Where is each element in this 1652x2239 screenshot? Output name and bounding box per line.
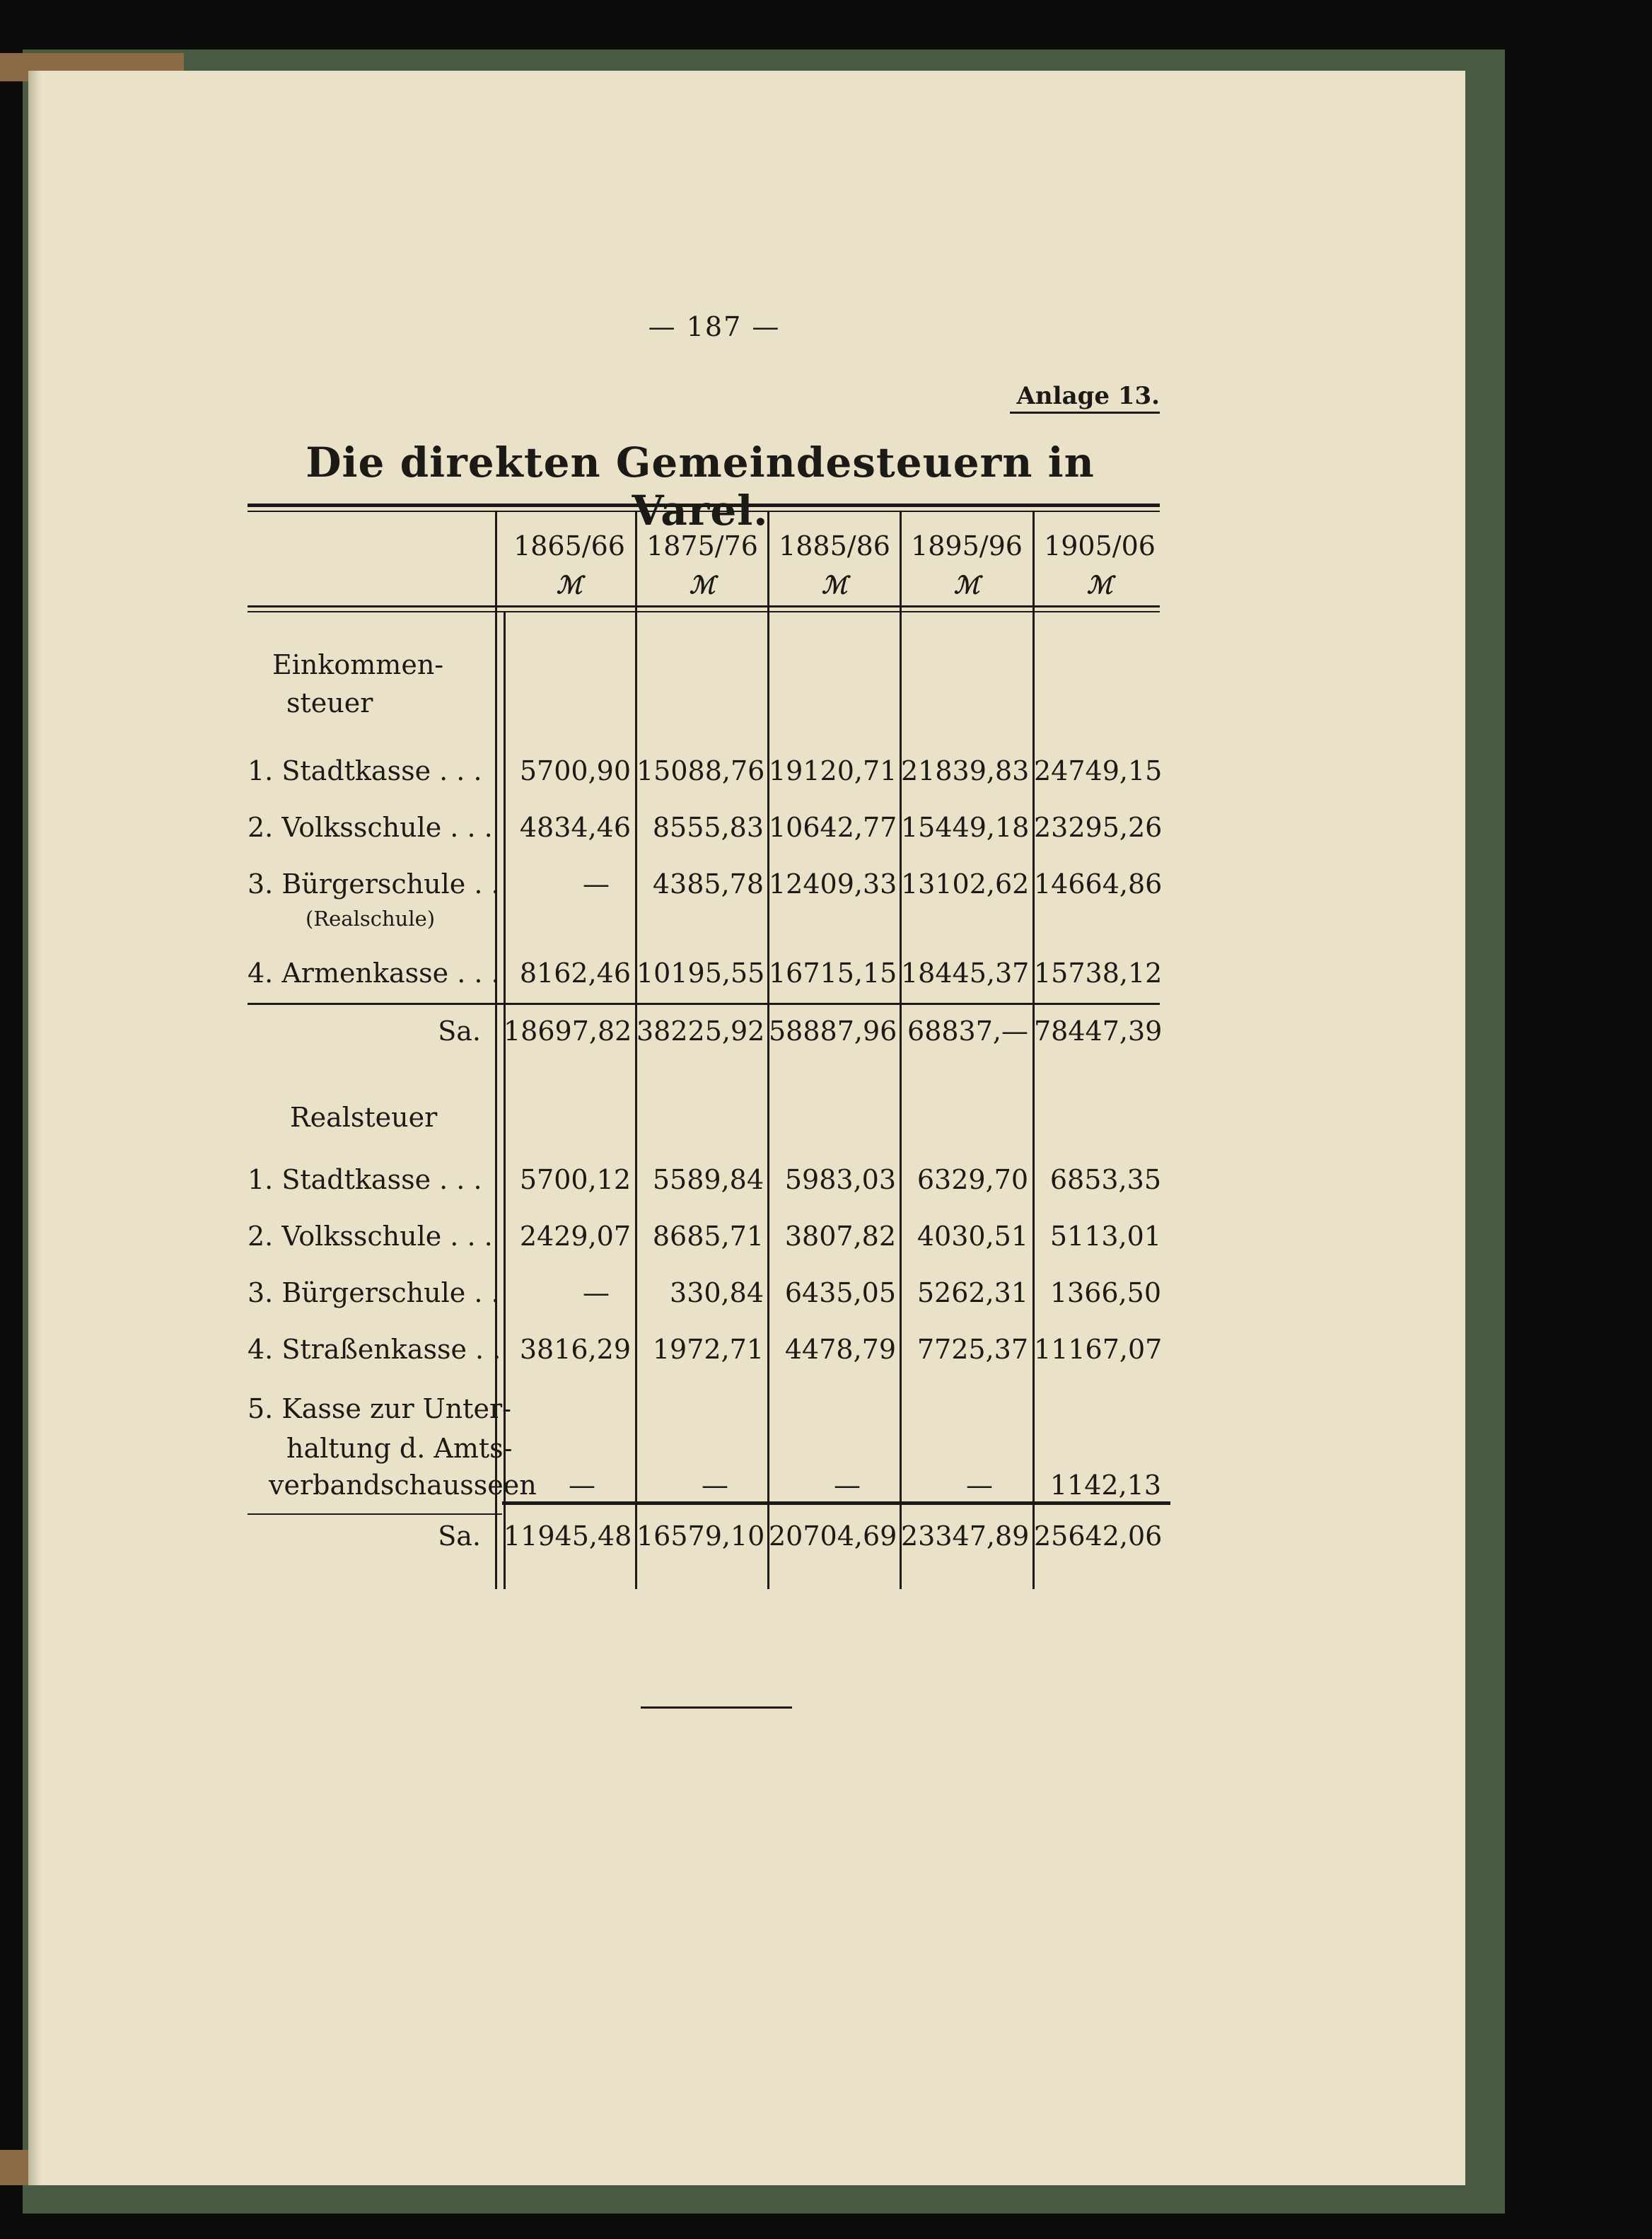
table-cell: 8685,71 (652, 1221, 764, 1252)
table-cell: — (834, 1470, 861, 1501)
row-label: 4. Armenkasse . . . (248, 958, 500, 989)
sum-cell: 25642,06 (1034, 1520, 1163, 1552)
sum-cell: 16579,10 (636, 1520, 765, 1552)
total-rule-left (248, 1513, 502, 1515)
sum-cell: 58887,96 (769, 1016, 897, 1047)
column-divider (900, 511, 902, 1589)
column-header: 1905/06 (1044, 530, 1156, 562)
table-cell: 15088,76 (636, 755, 765, 786)
appendix-underline (1010, 412, 1160, 414)
table-cell: 5113,01 (1049, 1221, 1161, 1252)
sum-cell: 11945,48 (504, 1520, 632, 1552)
table-cell: 24749,15 (1034, 755, 1163, 786)
table-cell: 1142,13 (1049, 1470, 1161, 1501)
row-label: 3. Bürgerschule . . (248, 868, 500, 900)
row-label: 4. Straßenkasse . . (248, 1334, 501, 1365)
table-cell: 23295,26 (1034, 812, 1163, 843)
book-page (28, 71, 1465, 2185)
table-cell: — (583, 1277, 610, 1308)
table-cell: — (702, 1470, 728, 1501)
table-cell: 1972,71 (652, 1334, 764, 1365)
page-gutter-shadow (28, 71, 41, 2185)
table-cell: 11167,07 (1034, 1334, 1163, 1365)
row-label: 3. Bürgerschule . . (248, 1277, 500, 1308)
table-cell: 330,84 (670, 1277, 764, 1308)
unit-mark: ℳ (953, 571, 980, 600)
table-cell: 15449,18 (901, 812, 1030, 843)
table-cell: 4030,51 (917, 1221, 1028, 1252)
section-heading: Einkommen- (272, 649, 444, 680)
table-cell: 21839,83 (901, 755, 1030, 786)
table-cell: 4834,46 (519, 812, 631, 843)
table-cell: 10642,77 (769, 812, 897, 843)
total-rule (502, 1501, 1170, 1505)
column-divider (767, 511, 769, 1589)
table-cell: 6853,35 (1049, 1164, 1161, 1195)
sum-cell: 78447,39 (1034, 1016, 1163, 1047)
document-title: Die direkten Gemeindesteuern in (306, 438, 1095, 487)
table-cell: 5262,31 (917, 1277, 1028, 1308)
column-header: 1895/96 (911, 530, 1023, 562)
table-cell: 19120,71 (769, 755, 897, 786)
appendix-label: Anlage 13. (1016, 382, 1160, 410)
row-label: 2. Volksschule . . . (248, 1221, 493, 1252)
sum-cell: 68837,— (907, 1016, 1028, 1047)
unit-mark: ℳ (689, 571, 716, 600)
unit-mark: ℳ (556, 571, 583, 600)
table-cell: 3807,82 (784, 1221, 896, 1252)
sum-cell: 20704,69 (769, 1520, 897, 1552)
subtotal-rule (248, 1003, 1160, 1005)
row-label: 5. Kasse zur Unter- (248, 1393, 511, 1424)
table-cell: 5700,12 (519, 1164, 631, 1195)
table-cell: — (569, 1470, 595, 1501)
table-cell: 16715,15 (769, 958, 897, 989)
header-bottom-rule-thin (248, 611, 1160, 612)
table-cell: — (583, 868, 610, 900)
table-cell: 8555,83 (652, 812, 764, 843)
row-label: 1. Stadtkasse . . . (248, 755, 482, 786)
header-bottom-rule (248, 605, 1160, 607)
row-label: 2. Volksschule . . . (248, 812, 493, 843)
column-header: 1865/66 (513, 530, 625, 562)
table-cell: 7725,37 (917, 1334, 1028, 1365)
row-label: haltung d. Amts- (286, 1433, 513, 1464)
table-cell: 10195,55 (636, 958, 765, 989)
table-cell: 5983,03 (784, 1164, 896, 1195)
table-top-rule-thin (248, 511, 1160, 512)
unit-mark: ℳ (1086, 571, 1113, 600)
table-cell: 5700,90 (519, 755, 631, 786)
row-label: 1. Stadtkasse . . . (248, 1164, 482, 1195)
sum-label: Sa. (438, 1016, 481, 1047)
table-cell: 13102,62 (901, 868, 1030, 900)
end-rule (641, 1706, 792, 1709)
table-cell: 12409,33 (769, 868, 897, 900)
sum-cell: 18697,82 (504, 1016, 632, 1047)
table-cell: 8162,46 (519, 958, 631, 989)
sum-cell: 23347,89 (901, 1520, 1030, 1552)
table-cell: 5589,84 (652, 1164, 764, 1195)
row-sublabel: (Realschule) (306, 907, 436, 931)
column-divider (635, 511, 637, 1589)
sum-cell: 38225,92 (636, 1016, 765, 1047)
section-heading: steuer (286, 687, 373, 719)
section-heading: Realsteuer (290, 1102, 438, 1133)
table-cell: 15738,12 (1034, 958, 1163, 989)
table-cell: 3816,29 (519, 1334, 631, 1365)
table-cell: 14664,86 (1034, 868, 1163, 900)
column-header: 1885/86 (779, 530, 890, 562)
sum-label: Sa. (438, 1520, 481, 1552)
table-cell: — (966, 1470, 993, 1501)
page-number: — 187 — (648, 311, 781, 342)
column-header: 1875/76 (646, 530, 758, 562)
table-top-rule (248, 504, 1160, 507)
table-cell: 4385,78 (652, 868, 764, 900)
row-label: verbandschausseen (269, 1470, 537, 1501)
table-cell: 6329,70 (917, 1164, 1028, 1195)
column-divider (1032, 511, 1035, 1589)
table-cell: 6435,05 (784, 1277, 896, 1308)
table-cell: 2429,07 (519, 1221, 631, 1252)
table-cell: 18445,37 (901, 958, 1030, 989)
column-divider (495, 511, 497, 1589)
table-cell: 1366,50 (1049, 1277, 1161, 1308)
table-cell: 4478,79 (784, 1334, 896, 1365)
unit-mark: ℳ (821, 571, 848, 600)
